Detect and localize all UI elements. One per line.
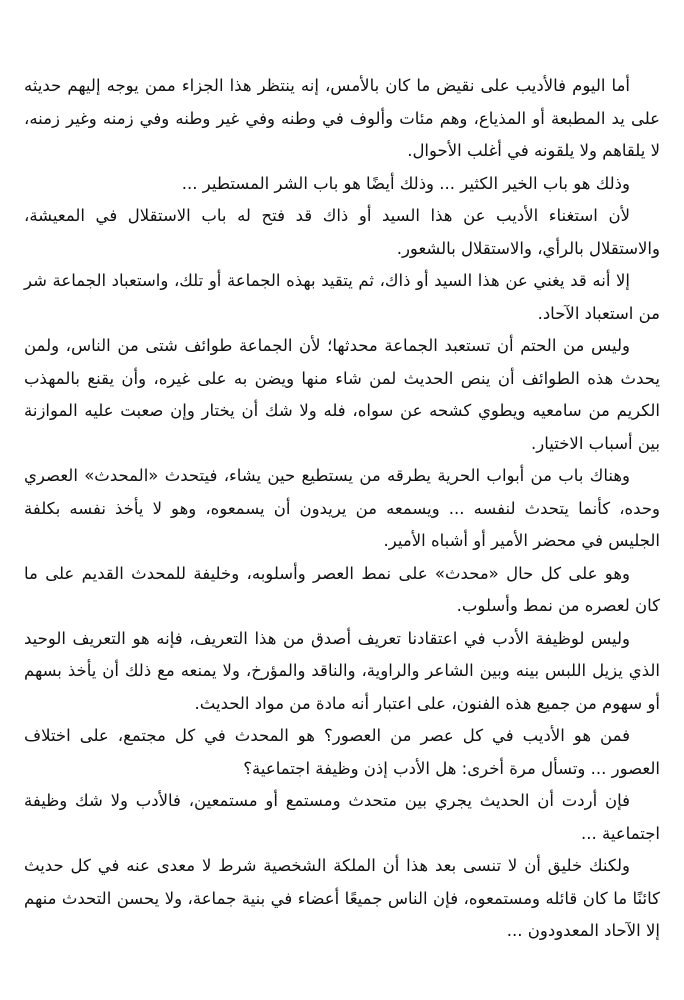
paragraph-8: وليس لوظيفة الأدب في اعتقادنا تعريف أصدق من هذا التعريف، فإنه هو التعريف الوحيد الذي يزيل اللبس بينه وبين الشاعر والراوية، والناقد والمؤرخ، ولا يمنعه مع ذلك أن يأخذ بسهم أو سهوم من جميع هذه الفنون، على اعتبار أنه مادة من مواد الحديث. xyxy=(24,628,660,713)
paragraph-3: لأن استغناء الأديب عن هذا السيد أو ذاك قد فتح له باب الاستقلال في المعيشة، والاستقلال بالرأي، والاستقلال بالشعور. xyxy=(24,206,660,258)
paragraph-6: وهناك باب من أبواب الحرية يطرقه من يستطيع حين يشاء، فيتحدث «المحدث» العصري وحده، كأنما يتحدث لنفسه ... ويسمعه من يريدون أن يسمعوه، وهو لا يأخذ نفسه بكلفة الجليس في محضر الأمير أو أشباه الأمير. xyxy=(24,466,660,550)
paragraph-2: وذلك هو باب الخير الكثير ... وذلك أيضًا هو باب الشر المستطير ... xyxy=(181,173,630,193)
paragraph-5: وليس من الحتم أن تستعبد الجماعة محدثها؛ لأن الجماعة طوائف شتى من الناس، ولمن يحدث هذه الطوائف أن ينص الحديث لمن شاء منها ويضن به على غيره، وأن يقنع بالمهذب الكريم من سامعيه ويطوي كشحه عن سواه، فله ولا شك أن يختار وإن صعبت عليه الموازنة بين أسباب الاختيار. xyxy=(24,336,660,453)
paragraph-4: إلا أنه قد يغني عن هذا السيد أو ذاك، ثم يتقيد بهذه الجماعة أو تلك، واستعباد الجماعة شر من استعباد الآحاد. xyxy=(24,271,660,323)
document-page xyxy=(24,70,660,980)
paragraph-9: فمن هو الأديب في كل عصر من العصور؟ هو المحدث في كل مجتمع، على اختلاف العصور ... وتسأل مرة أخرى: هل الأدب إذن وظيفة اجتماعية؟ xyxy=(24,726,660,778)
paragraph-7: وهو على كل حال «محدث» على نمط العصر وأسلوبه، وخليفة للمحدث القديم على ما كان لعصره من نمط وأسلوب. xyxy=(24,563,660,615)
paragraph-1: أما اليوم فالأديب على نقيض ما كان بالأمس، إنه ينتظر هذا الجزاء ممن يوجه إليهم حديثه على يد المطبعة أو المذياع، وهم مئات وألوف في وطنه وفي غير وطنه وفي زمنه وغير زمنه، لا يلقاهم ولا يلقونه في أغلب الأحوال. xyxy=(24,76,660,160)
paragraph-11: ولكنك خليق أن لا تنسى بعد هذا أن الملكة الشخصية شرط لا معدى عنه في كل حديث كائنًا ما كان قائله ومستمعوه، فإن الناس جميعًا أعضاء في بنية جماعة، ولا يحسن التحدث منهم إلا الآحاد المعدودون ... xyxy=(24,856,660,940)
paragraph-10: فإن أردت أن الحديث يجري بين متحدث ومستمع أو مستمعين، فالأدب ولا شك وظيفة اجتماعية ... xyxy=(24,791,660,843)
